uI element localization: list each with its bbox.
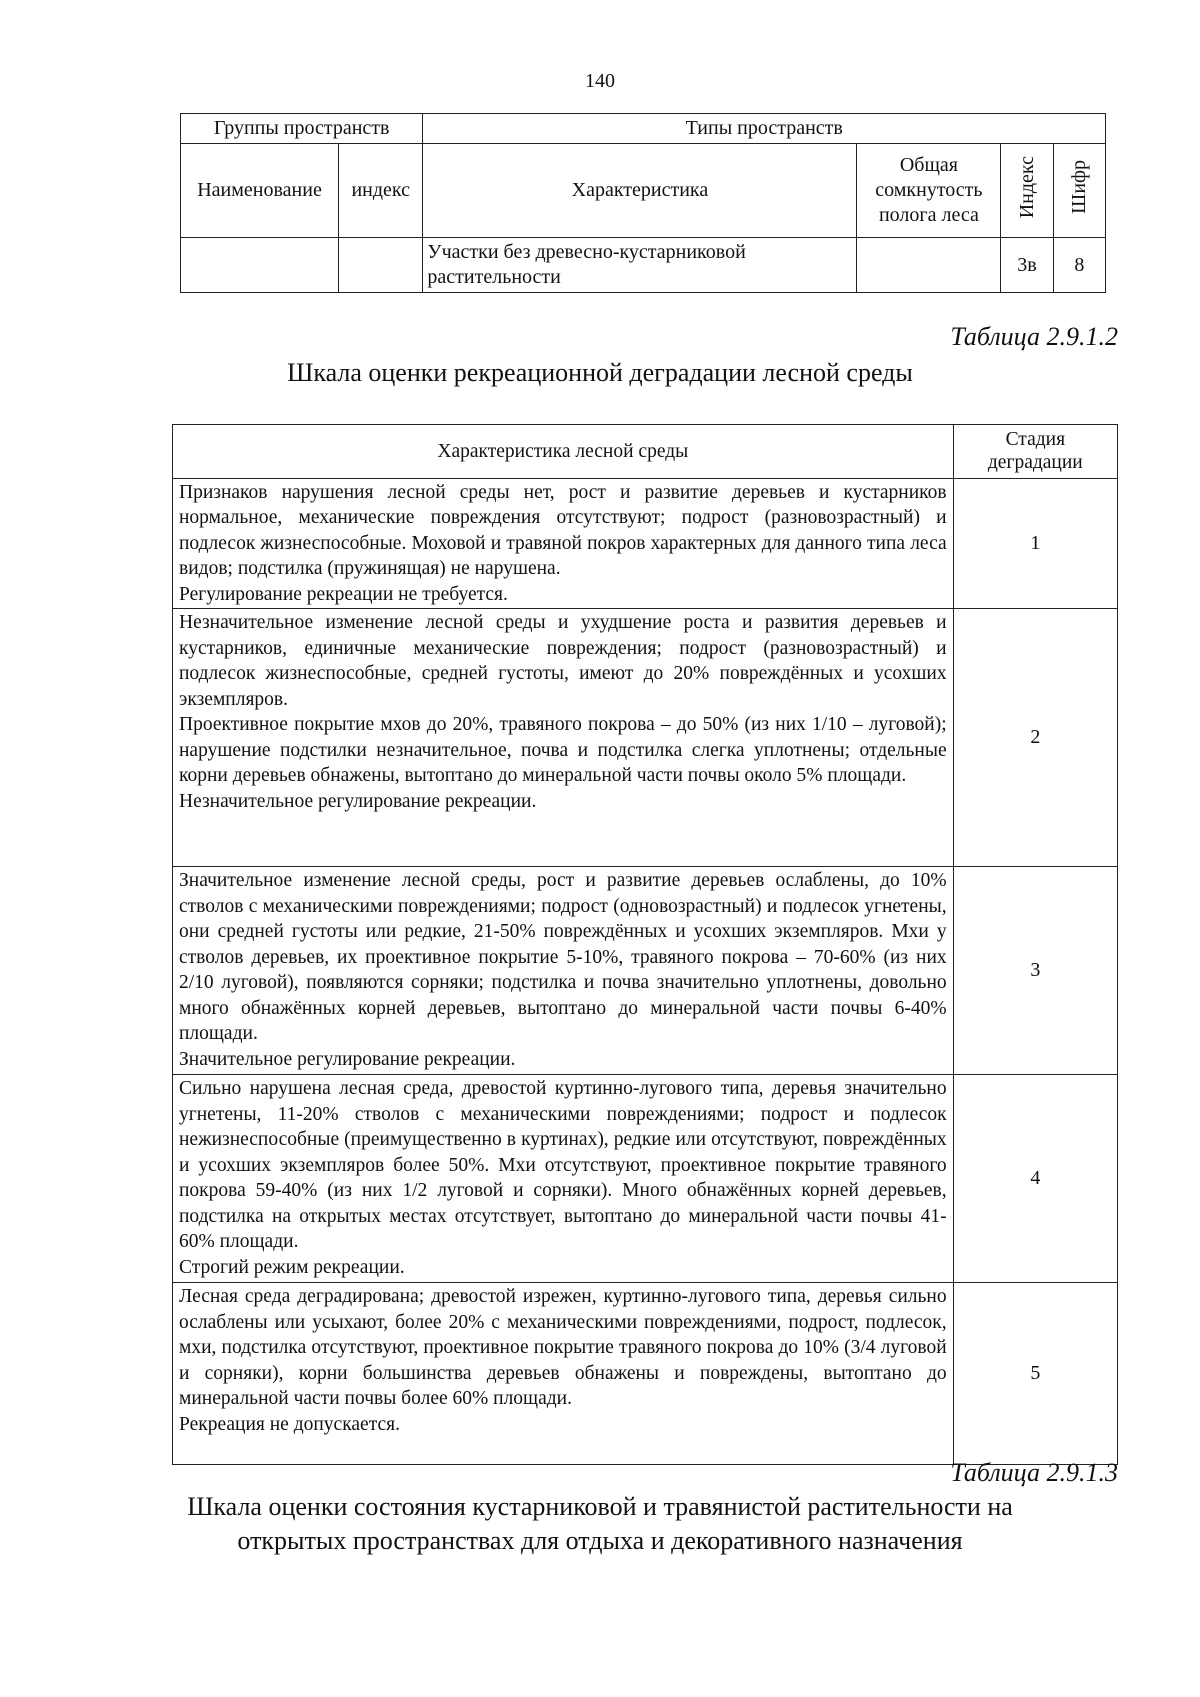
col-closure: Общая сомкнутость полога леса xyxy=(857,144,1001,238)
col-code-vertical: Шифр xyxy=(1067,160,1090,214)
row5-stage: 5 xyxy=(953,1283,1117,1465)
row1-stage: 1 xyxy=(953,478,1117,609)
table2-label: Таблица 2.9.1.2 xyxy=(950,322,1118,351)
col-index: индекс xyxy=(339,144,423,238)
row3-regulation: Значительное регулирование рекреации. xyxy=(179,1048,516,1070)
row-name xyxy=(181,238,339,293)
row4-description: Сильно нарушена лесная среда, древостой куртинно-лугового типа, деревья значительно угнетены, 11-20% стволов с механическими повреждениями; подрост и подлесок нежизнеспособные (преимущественно в куртинах), редкие или отсутствуют, повреждённых и усохших экземпляров более 50%. Мхи отсутствуют, проективное покрытие травяного покрова 59-40% (из них 1/2 луговой и сорняки). Много обнажённых корней деревьев, подстилка на открытых местах отсутствует, вытоптано до минеральной части почвы 41-60% площади. xyxy=(179,1078,947,1253)
row-characteristic: Участки без древесно-кустарниковой растительности xyxy=(423,238,857,293)
col-characteristic-header: Характеристика лесной среды xyxy=(173,425,954,479)
row2-stage: 2 xyxy=(953,609,1117,867)
row4-stage: 4 xyxy=(953,1075,1117,1283)
col-stage-header: Стадия деградации xyxy=(953,425,1117,479)
col-characteristic: Характеристика xyxy=(423,144,857,238)
table-row xyxy=(173,1283,1118,1465)
group-header: Группы пространств xyxy=(181,114,423,144)
row5-description: Лесная среда деградирована; древостой изрежен, куртинно-лугового типа, деревья сильно ослаблены или усыхают, более 20% с механическими повреждениями, подрост, подлесок, мхи, подстилка отсутствуют, проективное покрытие травяного покрова до 10% (3/4 луговой и сорняки), корни большинства деревьев обнажены и повреждены, вытоптано до минеральной части почвы более 60% площади. xyxy=(179,1286,947,1410)
row5-regulation: Рекреация не допускается. xyxy=(179,1413,400,1435)
degradation-scale-table xyxy=(172,424,1118,1465)
table3-title-line1: Шкала оценки состояния кустарниковой и травянистой растительности на xyxy=(187,1492,1013,1521)
row-closure xyxy=(857,238,1001,293)
table-row xyxy=(173,478,1118,609)
page-number: 140 xyxy=(585,70,615,92)
col-name: Наименование xyxy=(181,144,339,238)
row-index2: 3в xyxy=(1001,238,1053,293)
row3-stage: 3 xyxy=(953,867,1117,1075)
table3-title-line2: открытых пространствах для отдыха и декоративного назначения xyxy=(237,1525,963,1555)
row2-regulation: Незначительное регулирование рекреации. xyxy=(179,790,537,812)
row1-description: Признаков нарушения лесной среды нет, рост и развитие деревьев и кустарников нормальное, механические повреждения отсутствуют; подрост (разновозрастный) и подлесок жизнеспособные. Моховой и травяной покров характерных для данного типа леса видов; подстилка (пружинящая) не нарушена. xyxy=(179,481,947,580)
space-types-table xyxy=(180,113,1106,293)
table2-title: Шкала оценки рекреационной деградации лесной среды xyxy=(287,358,913,387)
row-index xyxy=(339,238,423,293)
row2-description: Незначительное изменение лесной среды и ухудшение роста и развития деревьев и кустарников, единичные механические повреждения; подрост (разновозрастный) и подлесок жизнеспособные, средней густоты, имеют до 20% повреждённых и усохших экземпляров. xyxy=(179,612,947,710)
table-row xyxy=(173,867,1118,1075)
row-code: 8 xyxy=(1053,238,1105,293)
row3-description: Значительное изменение лесной среды, рост и развитие деревьев ослаблены, до 10% стволов с механическими повреждениями; подрост (одновозрастный) и подлесок угнетены, они средней густоты или редкие, 21-50% повреждённых и усохших экземпляров. Мхи у стволов деревьев, их проективное покрытие 5-10%, травяного покрова – 70-60% (из них 2/10 луговой), появляются сорняки; подстилка и почва значительно уплотнены, довольно много обнажённых корней деревьев, вытоптано до минеральной части почвы 6-40% площади. xyxy=(179,870,947,1045)
table-row xyxy=(173,1075,1118,1283)
table3-label: Таблица 2.9.1.3 xyxy=(950,1458,1118,1487)
row2-cover: Проективное покрытие мхов до 20%, травяного покрова – до 50% (из них 1/10 – луговой); нарушение подстилки незначительное, почва и подстилка слегка уплотнены; отдельные корни деревьев обнажены, вытоптано до минеральной части почвы около 5% площади. xyxy=(179,714,947,787)
row1-regulation: Регулирование рекреации не требуется. xyxy=(179,583,508,605)
col-index-vertical: Индекс xyxy=(1015,155,1038,219)
types-header: Типы пространств xyxy=(423,114,1106,144)
table3-title xyxy=(0,1490,1200,1558)
table-row xyxy=(173,609,1118,867)
row4-regulation: Строгий режим рекреации. xyxy=(179,1256,405,1278)
